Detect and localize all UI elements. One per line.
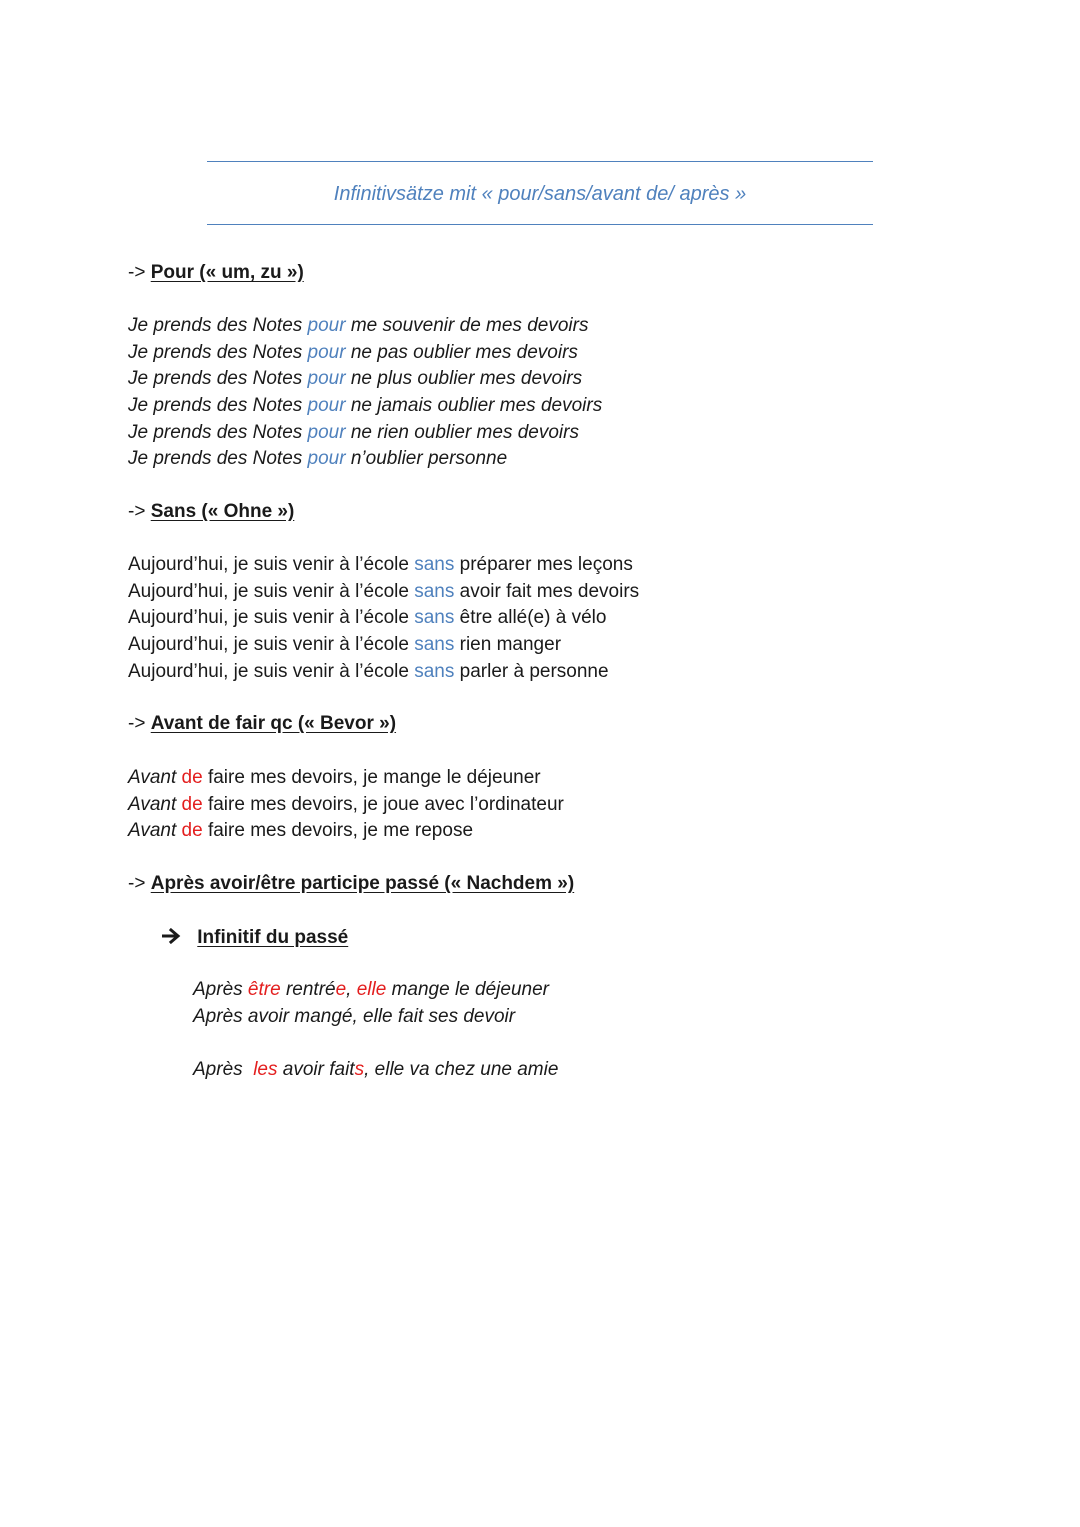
arrow-icon: -> bbox=[128, 873, 146, 894]
example-list-pour bbox=[128, 313, 602, 473]
section-heading-avant bbox=[128, 711, 396, 737]
example-list-sans bbox=[128, 552, 639, 685]
arrow-icon: -> bbox=[128, 713, 146, 734]
example-line: Je prends des Notes pour n’oublier personne bbox=[128, 448, 508, 470]
example-line: Aujourd’hui, je suis venir à l’école sans parler à personne bbox=[128, 660, 609, 682]
title-top-rule bbox=[207, 161, 873, 162]
example-line: Avant de faire mes devoirs, je joue avec l’ordinateur bbox=[128, 793, 564, 815]
heading-label: Sans (« Ohne ») bbox=[150, 501, 295, 522]
heading-label: Après avoir/être participe passé (« Nachdem ») bbox=[150, 873, 575, 894]
right-arrow-icon bbox=[162, 925, 182, 951]
section-heading-apres bbox=[128, 871, 574, 897]
example-line: Aujourd’hui, je suis venir à l’école sans rien manger bbox=[128, 634, 562, 656]
example-line: Aujourd’hui, je suis venir à l’école sans avoir fait mes devoirs bbox=[128, 580, 640, 602]
example-line: Je prends des Notes pour ne jamais oublier mes devoirs bbox=[128, 395, 603, 417]
example-list-apres-2 bbox=[193, 1057, 558, 1084]
subheading-label: Infinitif du passé bbox=[197, 927, 349, 948]
section-heading-sans bbox=[128, 499, 294, 525]
example-line: Après les avoir faits, elle va chez une amie bbox=[193, 1059, 559, 1080]
example-line: Aujourd’hui, je suis venir à l’école sans préparer mes leçons bbox=[128, 554, 633, 575]
arrow-icon: -> bbox=[128, 501, 146, 522]
example-line: Avant de faire mes devoirs, je mange le déjeuner bbox=[128, 767, 541, 788]
example-line: Après être rentrée, elle mange le déjeuner bbox=[193, 979, 549, 1000]
page-title: Infinitivsätze mit « pour/sans/avant de/ après » bbox=[333, 183, 747, 205]
heading-label: Avant de fair qc (« Bevor ») bbox=[150, 713, 397, 734]
example-list-apres bbox=[193, 977, 549, 1030]
heading-label: Pour (« um, zu ») bbox=[150, 262, 304, 283]
subheading-infinitif-du-passe bbox=[162, 925, 348, 951]
example-line: Je prends des Notes pour ne rien oublier mes devoirs bbox=[128, 421, 579, 443]
example-line: Je prends des Notes pour ne pas oublier mes devoirs bbox=[128, 341, 578, 363]
example-line: Je prends des Notes pour me souvenir de mes devoirs bbox=[128, 315, 589, 336]
arrow-icon: -> bbox=[128, 262, 146, 283]
example-line: Après avoir mangé, elle fait ses devoir bbox=[193, 1005, 516, 1027]
example-line: Je prends des Notes pour ne plus oublier mes devoirs bbox=[128, 368, 583, 390]
example-line: Aujourd’hui, je suis venir à l’école sans être allé(e) à vélo bbox=[128, 607, 607, 629]
title-bottom-rule bbox=[207, 224, 873, 225]
example-list-avant bbox=[128, 765, 564, 845]
example-line: Avant de faire mes devoirs, je me repose bbox=[128, 820, 474, 842]
section-heading-pour bbox=[128, 260, 304, 286]
